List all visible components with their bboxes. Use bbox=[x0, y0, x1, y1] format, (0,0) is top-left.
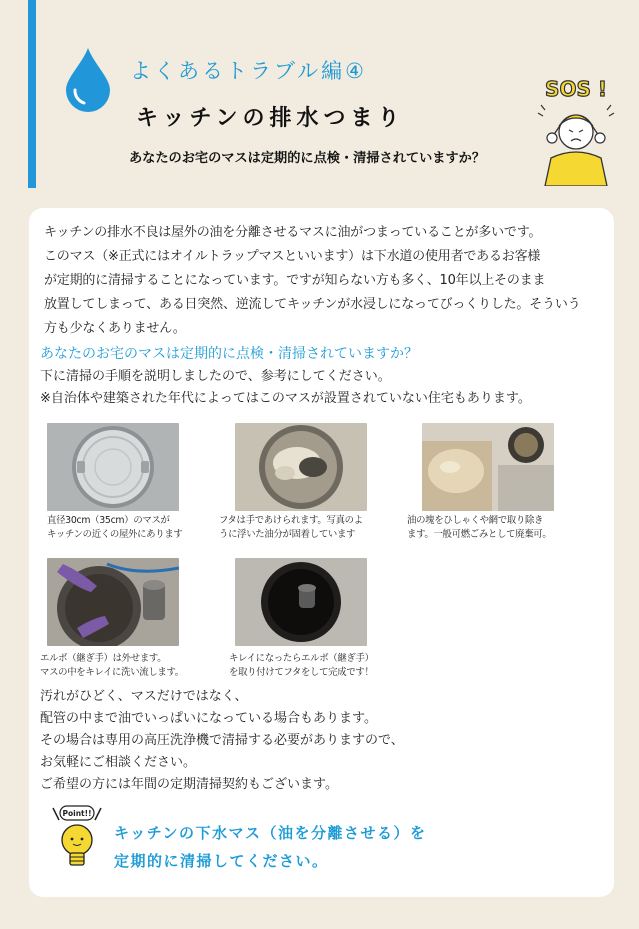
point-message bbox=[114, 819, 426, 875]
caption-line: 直径30cm（35cm）のマスが bbox=[47, 515, 170, 526]
caption-line: フタは手であけられます。写真のよ bbox=[219, 515, 363, 526]
step-5-photo bbox=[235, 558, 367, 646]
closing-line: 汚れがひどく、マスだけではなく、 bbox=[40, 689, 248, 704]
caption-line: 油の塊をひしゃくや網で取り除き bbox=[407, 515, 544, 526]
page-title: キッチンの排水つまり bbox=[136, 106, 405, 131]
point-line: キッチンの下水マス（油を分離させる）を bbox=[114, 824, 427, 842]
caption-line: うに浮いた油分が固着しています bbox=[219, 529, 356, 540]
intro-line: キッチンの排水不良は屋外の油を分離させるマスに油がつまっていることが多いです。 bbox=[44, 225, 542, 240]
step-1-caption bbox=[47, 514, 182, 542]
intro-paragraph bbox=[44, 221, 610, 341]
step-4-photo bbox=[47, 558, 179, 646]
caption-line: キレイになったらエルボ（継ぎ手） bbox=[229, 653, 374, 664]
caption-line: マスの中をキレイに洗い流します。 bbox=[40, 667, 184, 678]
question-heading: あなたのお宅のマスは定期的に点検・清掃されていますか？ bbox=[40, 346, 418, 362]
intro-line: 方も少なくありません。 bbox=[44, 321, 186, 336]
step-1-photo bbox=[47, 423, 179, 511]
step-4-caption bbox=[40, 652, 184, 680]
caption-line: を取り付けてフタをして完成です！ bbox=[229, 667, 374, 678]
closing-paragraph bbox=[40, 686, 404, 796]
caption-line: キッチンの近くの屋外にあります bbox=[47, 529, 183, 540]
intro-line: 放置してしまって、ある日突然、逆流してキッチンが水浸しになってびっくりした。そういう bbox=[44, 297, 581, 312]
closing-line: その場合は専用の高圧洗浄機で清掃する必要がありますので、 bbox=[40, 733, 404, 748]
closing-line: お気軽にご相談ください。 bbox=[40, 755, 197, 770]
point-badge: Point!! bbox=[62, 809, 92, 818]
question-line: ※自治体や建築された年代によってはこのマスが設置されていない住宅もあります。 bbox=[40, 391, 531, 406]
question-text bbox=[40, 366, 531, 410]
intro-line: が定期的に清掃することになっています。ですが知らない方も多く、10年以上そのまま bbox=[44, 273, 546, 288]
water-drop-icon bbox=[64, 46, 112, 112]
caption-line: ます。一般可燃ごみとして廃棄可。 bbox=[407, 529, 552, 540]
closing-line: ご希望の方には年間の定期清掃契約もございます。 bbox=[40, 777, 338, 792]
accent-bar bbox=[28, 0, 36, 188]
series-title: よくあるトラブル編④ bbox=[130, 59, 367, 83]
sos-person-illustration bbox=[531, 74, 621, 186]
step-2-caption bbox=[219, 514, 363, 542]
step-3-photo bbox=[422, 423, 554, 511]
content-card bbox=[29, 208, 614, 897]
closing-line: 配管の中まで油でいっぱいになっている場合もあります。 bbox=[40, 711, 377, 726]
intro-line: このマス（※正式にはオイルトラップマスといいます）は下水道の使用者であるお客様 bbox=[44, 249, 541, 264]
page-subtitle: あなたのお宅のマスは定期的に点検・清掃されていますか？ bbox=[129, 151, 486, 166]
point-line: 定期的に清掃してください。 bbox=[114, 852, 329, 870]
step-3-caption bbox=[407, 514, 551, 542]
question-line: 下に清掃の手順を説明しましたので、参考にしてください。 bbox=[40, 369, 391, 384]
lightbulb-icon bbox=[47, 804, 107, 876]
caption-line: エルボ（継ぎ手）は外せます。 bbox=[40, 653, 167, 664]
step-5-caption bbox=[229, 652, 374, 680]
step-2-photo bbox=[235, 423, 367, 511]
sos-label: SOS ! bbox=[545, 77, 607, 101]
